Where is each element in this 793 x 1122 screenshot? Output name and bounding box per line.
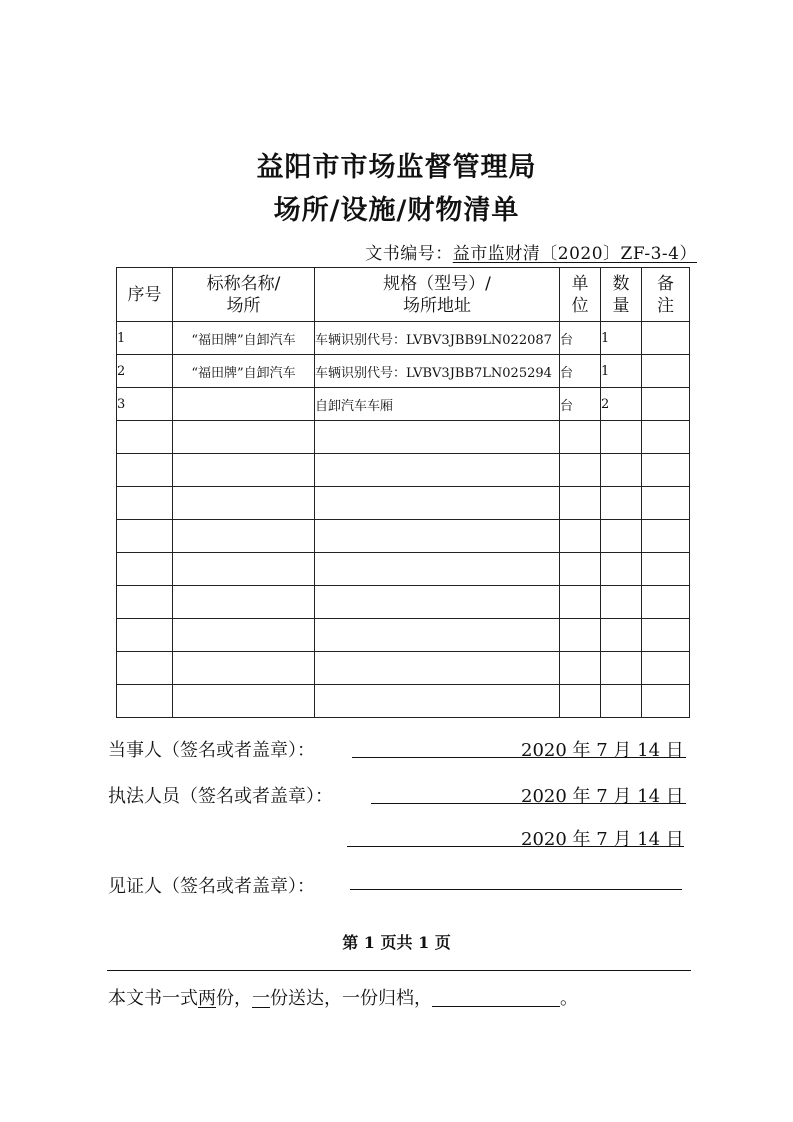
- item-name-cell: [173, 520, 315, 553]
- item-name-cell: “福田牌”自卸汽车: [173, 355, 315, 388]
- spec-cell: [315, 487, 560, 520]
- table-row: [117, 454, 690, 487]
- unit-cell: 台: [560, 355, 601, 388]
- row-number-cell: 1: [117, 322, 173, 355]
- document-number-value: 益市监财清〔2020〕ZF-3-4）: [452, 244, 697, 264]
- remark-cell: [642, 520, 690, 553]
- unit-cell: 台: [560, 322, 601, 355]
- column-header-text: 场所: [226, 295, 261, 316]
- spec-cell: 自卸汽车车厢: [315, 388, 560, 421]
- spec-cell: [315, 553, 560, 586]
- remark-cell: [642, 322, 690, 355]
- column-header-text: 位: [571, 295, 589, 316]
- row-number-cell: [117, 454, 173, 487]
- unit-cell: 台: [560, 388, 601, 421]
- quantity-cell: [601, 652, 642, 685]
- column-header-text: 标称名称/: [206, 273, 281, 294]
- item-name-cell: [173, 388, 315, 421]
- unit-cell: [560, 553, 601, 586]
- item-name-cell: [173, 553, 315, 586]
- row-number-cell: [117, 421, 173, 454]
- copies-note-text: 份，: [216, 988, 252, 1009]
- extra-date: 2020 年 7 月 14 日: [521, 829, 684, 850]
- spec-cell: [315, 421, 560, 454]
- item-name-cell: [173, 454, 315, 487]
- remark-cell: [642, 388, 690, 421]
- agency-title: 益阳市市场监督管理局: [256, 152, 537, 183]
- table-header-row: [117, 268, 690, 322]
- item-name-cell: [173, 619, 315, 652]
- table-row: [117, 619, 690, 652]
- remark-cell: [642, 553, 690, 586]
- spec-cell: [315, 652, 560, 685]
- unit-cell: [560, 619, 601, 652]
- column-header-text: 数: [612, 273, 630, 294]
- table-row: [117, 586, 690, 619]
- spec-cell: [315, 586, 560, 619]
- quantity-cell: [601, 586, 642, 619]
- remark-cell: [642, 454, 690, 487]
- column-header-text: 序号: [127, 284, 162, 305]
- spec-cell: [315, 685, 560, 718]
- quantity-cell: [601, 421, 642, 454]
- row-number-cell: [117, 520, 173, 553]
- quantity-cell: 2: [601, 388, 642, 421]
- row-number-cell: [117, 487, 173, 520]
- witness-signature-label: 见证人（签名或者盖章）：: [108, 876, 315, 897]
- page-indicator: 第 1 页共 1 页: [342, 933, 451, 952]
- row-number-cell: [117, 619, 173, 652]
- copies-count: 两: [198, 988, 216, 1009]
- table-row: [117, 421, 690, 454]
- column-header-text: 量: [612, 295, 630, 316]
- party-signature-label: 当事人（签名或者盖章）：: [108, 740, 315, 761]
- table-row: [117, 388, 690, 421]
- party-date: 2020 年 7 月 14 日: [521, 740, 684, 761]
- column-header: [601, 268, 642, 322]
- unit-cell: [560, 685, 601, 718]
- quantity-cell: 1: [601, 355, 642, 388]
- table-row: [117, 355, 690, 388]
- column-header-text: 注: [657, 295, 674, 316]
- unit-cell: [560, 586, 601, 619]
- copies-note-text: 本文书一式: [108, 988, 198, 1009]
- footer-divider: [107, 970, 691, 971]
- remark-cell: [642, 586, 690, 619]
- row-number-cell: 3: [117, 388, 173, 421]
- unit-cell: [560, 520, 601, 553]
- remark-cell: [642, 652, 690, 685]
- copies-blank-field[interactable]: [432, 988, 560, 1007]
- column-header-text: 备: [657, 273, 674, 294]
- copies-note-text: 。: [560, 988, 578, 1009]
- quantity-cell: [601, 454, 642, 487]
- item-name-cell: [173, 685, 315, 718]
- spec-cell: [315, 454, 560, 487]
- column-header: [642, 268, 690, 322]
- item-name-cell: “福田牌”自卸汽车: [173, 322, 315, 355]
- item-name-cell: [173, 652, 315, 685]
- spec-cell: 车辆识别代号：LVBV3JBB7LN025294: [315, 355, 560, 388]
- remark-cell: [642, 355, 690, 388]
- served-count: 一: [252, 988, 270, 1009]
- document-number-label: 文书编号：: [365, 244, 453, 264]
- inventory-table: [116, 267, 690, 718]
- row-number-cell: [117, 553, 173, 586]
- quantity-cell: 1: [601, 322, 642, 355]
- document-number: [365, 239, 697, 264]
- copies-note-text: 份送达，一份归档，: [270, 988, 432, 1009]
- spec-cell: [315, 619, 560, 652]
- table-row: [117, 322, 690, 355]
- unit-cell: [560, 454, 601, 487]
- row-number-cell: [117, 586, 173, 619]
- item-name-cell: [173, 421, 315, 454]
- spec-cell: [315, 520, 560, 553]
- officer-signature-label: 执法人员（签名或者盖章）：: [108, 786, 333, 807]
- quantity-cell: [601, 553, 642, 586]
- column-header: [315, 268, 560, 322]
- officer-date: 2020 年 7 月 14 日: [521, 786, 684, 807]
- column-header-text: 规格（型号）/: [383, 273, 491, 294]
- column-header: [560, 268, 601, 322]
- column-header-text: 场所地址: [403, 295, 471, 316]
- remark-cell: [642, 685, 690, 718]
- row-number-cell: [117, 652, 173, 685]
- quantity-cell: [601, 685, 642, 718]
- table-row: [117, 685, 690, 718]
- quantity-cell: [601, 619, 642, 652]
- column-header-text: 单: [571, 273, 589, 294]
- document-title: 场所/设施/财物清单: [273, 195, 520, 226]
- table-row: [117, 520, 690, 553]
- unit-cell: [560, 487, 601, 520]
- column-header: [173, 268, 315, 322]
- row-number-cell: 2: [117, 355, 173, 388]
- item-name-cell: [173, 586, 315, 619]
- table-row: [117, 553, 690, 586]
- unit-cell: [560, 652, 601, 685]
- remark-cell: [642, 487, 690, 520]
- remark-cell: [642, 421, 690, 454]
- table-row: [117, 652, 690, 685]
- column-header: [117, 268, 173, 322]
- unit-cell: [560, 421, 601, 454]
- quantity-cell: [601, 487, 642, 520]
- witness-signature-field[interactable]: [350, 889, 682, 890]
- copies-note: [108, 984, 578, 1010]
- quantity-cell: [601, 520, 642, 553]
- table-row: [117, 487, 690, 520]
- spec-cell: 车辆识别代号：LVBV3JBB9LN022087: [315, 322, 560, 355]
- row-number-cell: [117, 685, 173, 718]
- remark-cell: [642, 619, 690, 652]
- item-name-cell: [173, 487, 315, 520]
